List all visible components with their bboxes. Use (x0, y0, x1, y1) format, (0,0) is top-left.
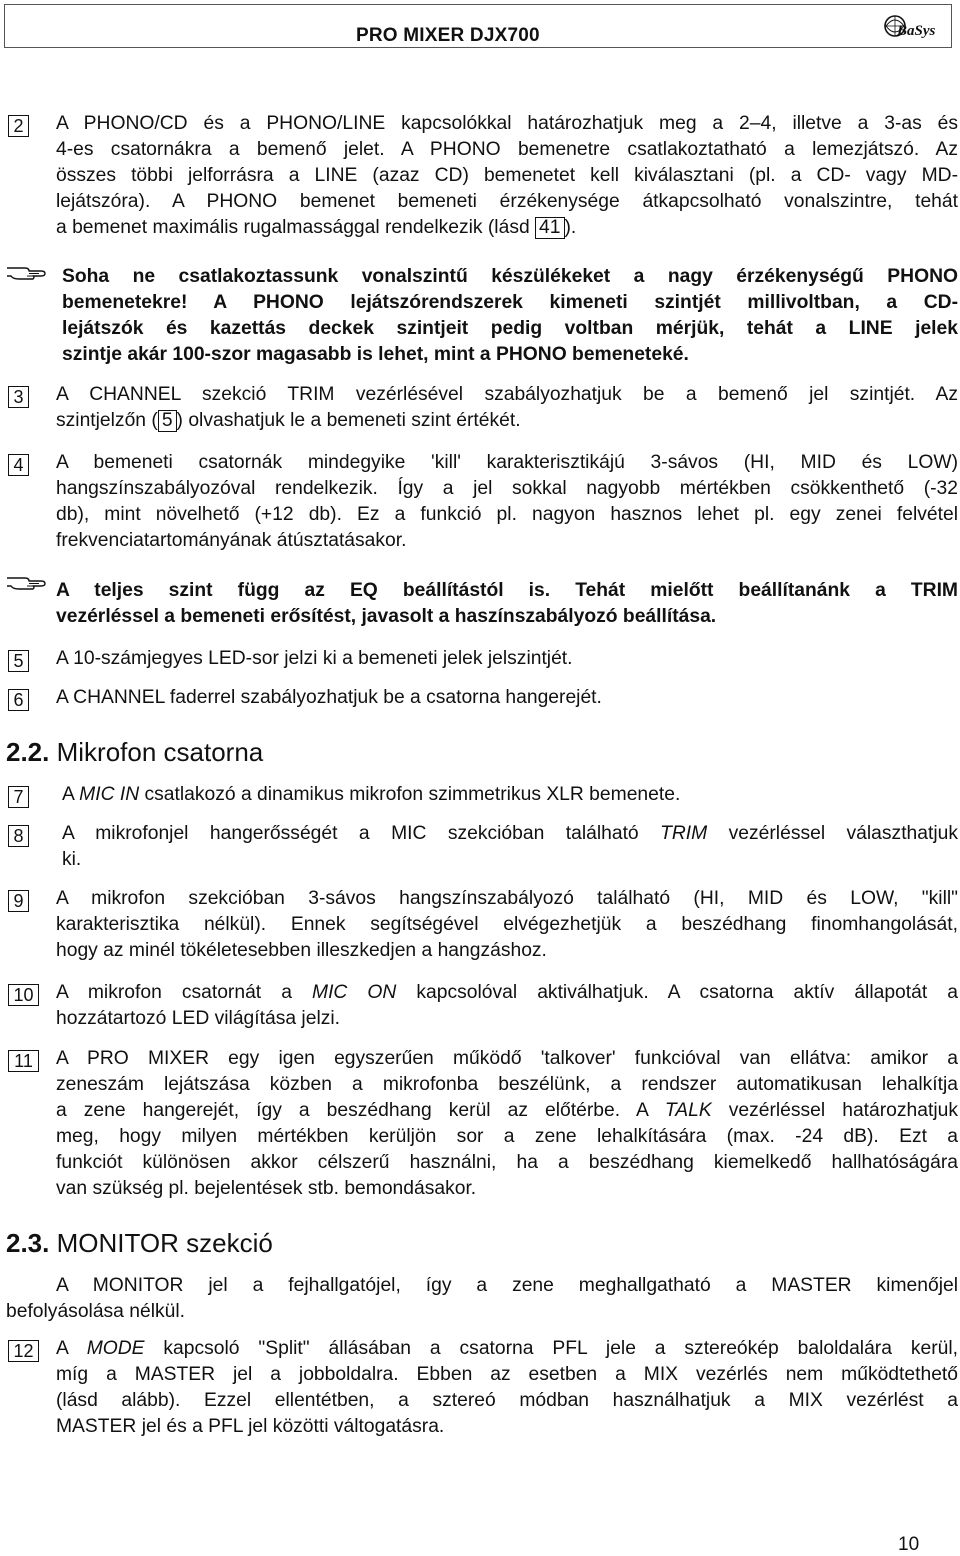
text-run: vezérléssel határozhatjuk (711, 1100, 958, 1121)
paragraph-line: A MONITOR jel a fejhallgatójel, így a zene meghallgatható a MASTER kimenőjel (56, 1275, 958, 1296)
paragraph-line: A CHANNEL faderrel szabályozhatjuk be a csatorna hangerejét. (56, 687, 602, 708)
section-heading-2-3 (6, 1228, 273, 1259)
page-title: PRO MIXER DJX700 (356, 25, 540, 46)
paragraph-line: ki. (62, 849, 82, 870)
paragraph-line (62, 821, 958, 847)
text-run: A mikrofon csatornát a (56, 982, 313, 1003)
section-title: Mikrofon csatorna (56, 737, 264, 767)
paragraph-line: A CHANNEL szekció TRIM vezérlésével szabályozhatjuk be a bemenő jel szintjét. Az (56, 384, 958, 405)
pointing-hand-icon (5, 262, 51, 282)
text-run: csatlakozó a dinamikus mikrofon szimmetrikus XLR bemenete. (139, 784, 681, 805)
paragraph-line: A 10-számjegyes LED-sor jelzi ki a bemeneti jelek jelszintjét. (56, 648, 573, 669)
basys-logo (881, 11, 947, 43)
paragraph-11 (56, 1046, 958, 1202)
text-run: kapcsoló "Split" állásában a csatorna PFL jele a sztereókép baloldalára kerül, (144, 1338, 958, 1359)
pointing-hand-icon (5, 572, 51, 592)
paragraph-line: db), mint növelhető (+12 db). Ez a funkció pl. nagyon hasznos lehet pl. egy zenei felvétel (56, 504, 958, 525)
text-run: ) olvashatjuk le a bemeneti szint értékét. (176, 410, 521, 431)
paragraph-line: funkciót különösen akkor célszerű használni, ha a beszédhang kiemelkedő hallhatóságára (56, 1152, 958, 1173)
item-number-5: 5 (8, 650, 29, 672)
paragraph-2 (56, 111, 958, 241)
paragraph-5 (56, 646, 958, 672)
item-number-10: 10 (8, 984, 39, 1006)
paragraph-line: míg a MASTER jel a jobboldalra. Ebben az esetben a MIX vezérlés nem működtethető (56, 1364, 958, 1385)
text-run-italic: MIC IN (79, 784, 140, 805)
note-line: szintje akár 100-szor magasabb is lehet, mint a PHONO bemeneteké. (62, 344, 689, 365)
item-number-9: 9 (8, 890, 29, 912)
paragraph-line (56, 1098, 958, 1124)
item-number-2: 2 (8, 115, 29, 137)
item-number-11: 11 (8, 1050, 39, 1072)
paragraph-line (56, 408, 958, 434)
paragraph-7 (62, 782, 958, 808)
paragraph-line: meg, hogy milyen mértékben kerüljön sor a zene lehalkítására (max. -24 dB). Ezt a (56, 1126, 958, 1147)
paragraph-line: karakterisztika nélkül). Ennek segítségével elvégezhetjük a beszédhang finomhangolását, (56, 914, 958, 935)
text-run: ). (564, 217, 577, 238)
paragraph-4 (56, 450, 958, 554)
paragraph-line: hogy az minél tökéletesebben illeszkedjen a hangzáshoz. (56, 940, 547, 961)
note-2 (56, 578, 958, 630)
section-number: 2.2. (6, 737, 50, 767)
page-number: 10 (898, 1534, 920, 1555)
section-heading-2-2 (6, 737, 263, 768)
section-number: 2.3. (6, 1228, 50, 1258)
paragraph-line: összes többi jelforrásra a LINE (azaz CD) bemenetet kell kiválasztani (pl. a CD- vagy MD- (56, 165, 958, 186)
item-number-3: 3 (8, 386, 29, 408)
text-run: vezérléssel választhatjuk (707, 823, 959, 844)
paragraph-9 (56, 886, 958, 964)
paragraph-line: befolyásolása nélkül. (6, 1301, 186, 1322)
item-number-6: 6 (8, 689, 29, 711)
paragraph-line: A mikrofon szekcióban 3-sávos hangszínszabályozó található (HI, MID és LOW, "kill" (56, 888, 958, 909)
paragraph-line: van szükség pl. bejelentések stb. bemondásakor. (56, 1178, 477, 1199)
note-line: vezérléssel a bemeneti erősítést, javasolt a haszínszabályozó beállítása. (56, 606, 717, 627)
paragraph-line (62, 782, 958, 808)
paragraph-line: A PHONO/CD és a PHONO/LINE kapcsolókkal határozhatjuk meg a 2–4, illetve a 3-as és (56, 113, 958, 134)
item-number-4: 4 (8, 454, 29, 476)
paragraph-8 (62, 821, 958, 873)
note-line: lejátszók és kazettás deckek szintjeit pedig voltban mérjük, tehát a LINE jelek (62, 318, 958, 339)
paragraph-line: zeneszám lejátszása közben a mikrofonba beszélünk, a rendszer automatikusan lehalkítja (56, 1074, 958, 1095)
paragraph-line: hangszínszabályozóval rendelkezik. Így a jel sokkal nagyobb mértékben csökkenthető (-32 (56, 478, 958, 499)
note-line: bemenetekre! A PHONO lejátszórendszerek kimeneti szintjét millivoltban, a CD- (62, 292, 958, 313)
paragraph-line: MASTER jel és a PFL jel közötti váltogatásra. (56, 1416, 445, 1437)
page-header (4, 4, 952, 48)
text-run-italic: TRIM (660, 823, 708, 844)
item-number-8: 8 (8, 825, 29, 847)
note-line: A teljes szint függ az EQ beállítástól is. Tehát mielőtt beállítanánk a TRIM (56, 580, 958, 601)
text-run-italic: TALK (664, 1100, 712, 1121)
paragraph-line: A PRO MIXER egy igen egyszerűen működő 'talkover' funkcióval van ellátva: amikor a (56, 1048, 958, 1069)
paragraph-line: A bemeneti csatornák mindegyike 'kill' karakterisztikájú 3-sávos (HI, MID és LOW) (56, 452, 958, 473)
text-run: a zene hangerejét, így a beszédhang kerül az előtérbe. A (56, 1100, 665, 1121)
text-run: A (56, 1338, 87, 1359)
text-run: A mikrofonjel hangerősségét a MIC szekcióban található (62, 823, 661, 844)
paragraph-12 (56, 1336, 958, 1440)
text-run-italic: MIC ON (312, 982, 397, 1003)
paragraph-line: frekvenciatartományának átúsztatásakor. (56, 530, 407, 551)
text-run: szintjelzőn ( (56, 410, 158, 431)
paragraph-line (56, 215, 958, 241)
text-run-italic: MODE (86, 1338, 145, 1359)
item-number-7: 7 (8, 786, 29, 808)
ref-box-5: 5 (158, 410, 177, 432)
paragraph-line: (lásd alább). Ezzel ellentétben, a sztereó módban használhatjuk a MIX vezérlést a (56, 1390, 958, 1411)
ref-box-41: 41 (535, 217, 564, 239)
paragraph-3 (56, 382, 958, 434)
note-1 (62, 264, 958, 368)
section-title: MONITOR szekció (56, 1228, 273, 1258)
text-run: kapcsolóval aktiválhatjuk. A csatorna aktív állapotát a (396, 982, 958, 1003)
paragraph-6 (56, 685, 958, 711)
text-run: a bemenet maximális rugalmassággal rendelkezik (lásd (56, 217, 536, 238)
note-line: Soha ne csatlakoztassunk vonalszintű készülékeket a nagy érzékenységű PHONO (62, 266, 958, 287)
paragraph-line: hozzátartozó LED világítása jelzi. (56, 1008, 341, 1029)
monitor-intro (6, 1273, 958, 1325)
svg-text:BaSys: BaSys (897, 23, 936, 39)
paragraph-line: 4-es csatornákra a bemenő jelet. A PHONO bemenetre csatlakoztatható a lemezjátszó. Az (56, 139, 958, 160)
text-run: A (62, 784, 80, 805)
item-number-12: 12 (8, 1340, 39, 1362)
paragraph-line (56, 980, 958, 1006)
paragraph-10 (56, 980, 958, 1032)
paragraph-line (56, 1336, 958, 1362)
paragraph-line: lejátszóra). A PHONO bemenet bemeneti érzékenysége átkapcsolható vonalszintre, tehát (56, 191, 958, 212)
